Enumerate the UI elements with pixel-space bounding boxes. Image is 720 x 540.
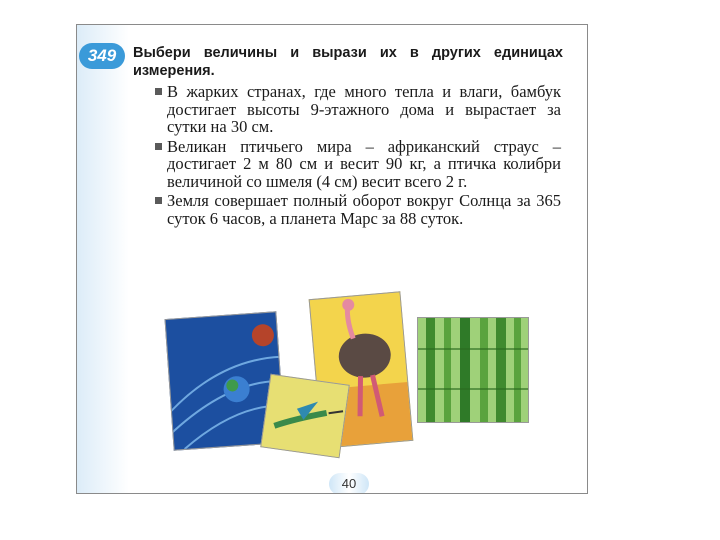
bamboo-picture	[417, 317, 529, 423]
task-title: Выбери величины и вырази их в других единицах измерения.	[133, 45, 563, 79]
task-number-badge: 349	[79, 43, 125, 69]
textbook-page	[76, 24, 588, 494]
task-items	[155, 83, 561, 229]
page-number: 40	[329, 473, 369, 494]
task-item-planets	[155, 192, 561, 227]
bullet-icon	[155, 197, 162, 204]
illustration-collage	[169, 287, 529, 465]
task-item-text: В жарких странах, где много тепла и влаги, бамбук достигает высоты 9-этажного дома и вырастает за сутки на 30 см.	[167, 82, 561, 136]
task-item-bamboo	[155, 83, 561, 136]
bullet-icon	[155, 143, 162, 150]
task-item-text: Земля совершает полный оборот вокруг Солнца за 365 суток 6 часов, а планета Марс за 88 суток.	[167, 191, 561, 228]
bullet-icon	[155, 88, 162, 95]
task-item-ostrich	[155, 138, 561, 191]
hummingbird-picture	[260, 374, 350, 458]
task-item-text: Великан птичьего мира – африканский страус – достигает 2 м 80 см и весит 90 кг, а птичка колибри величиной со шмеля (4 см) весит всего 2 г.	[167, 136, 561, 191]
page-margin-band	[77, 25, 129, 493]
